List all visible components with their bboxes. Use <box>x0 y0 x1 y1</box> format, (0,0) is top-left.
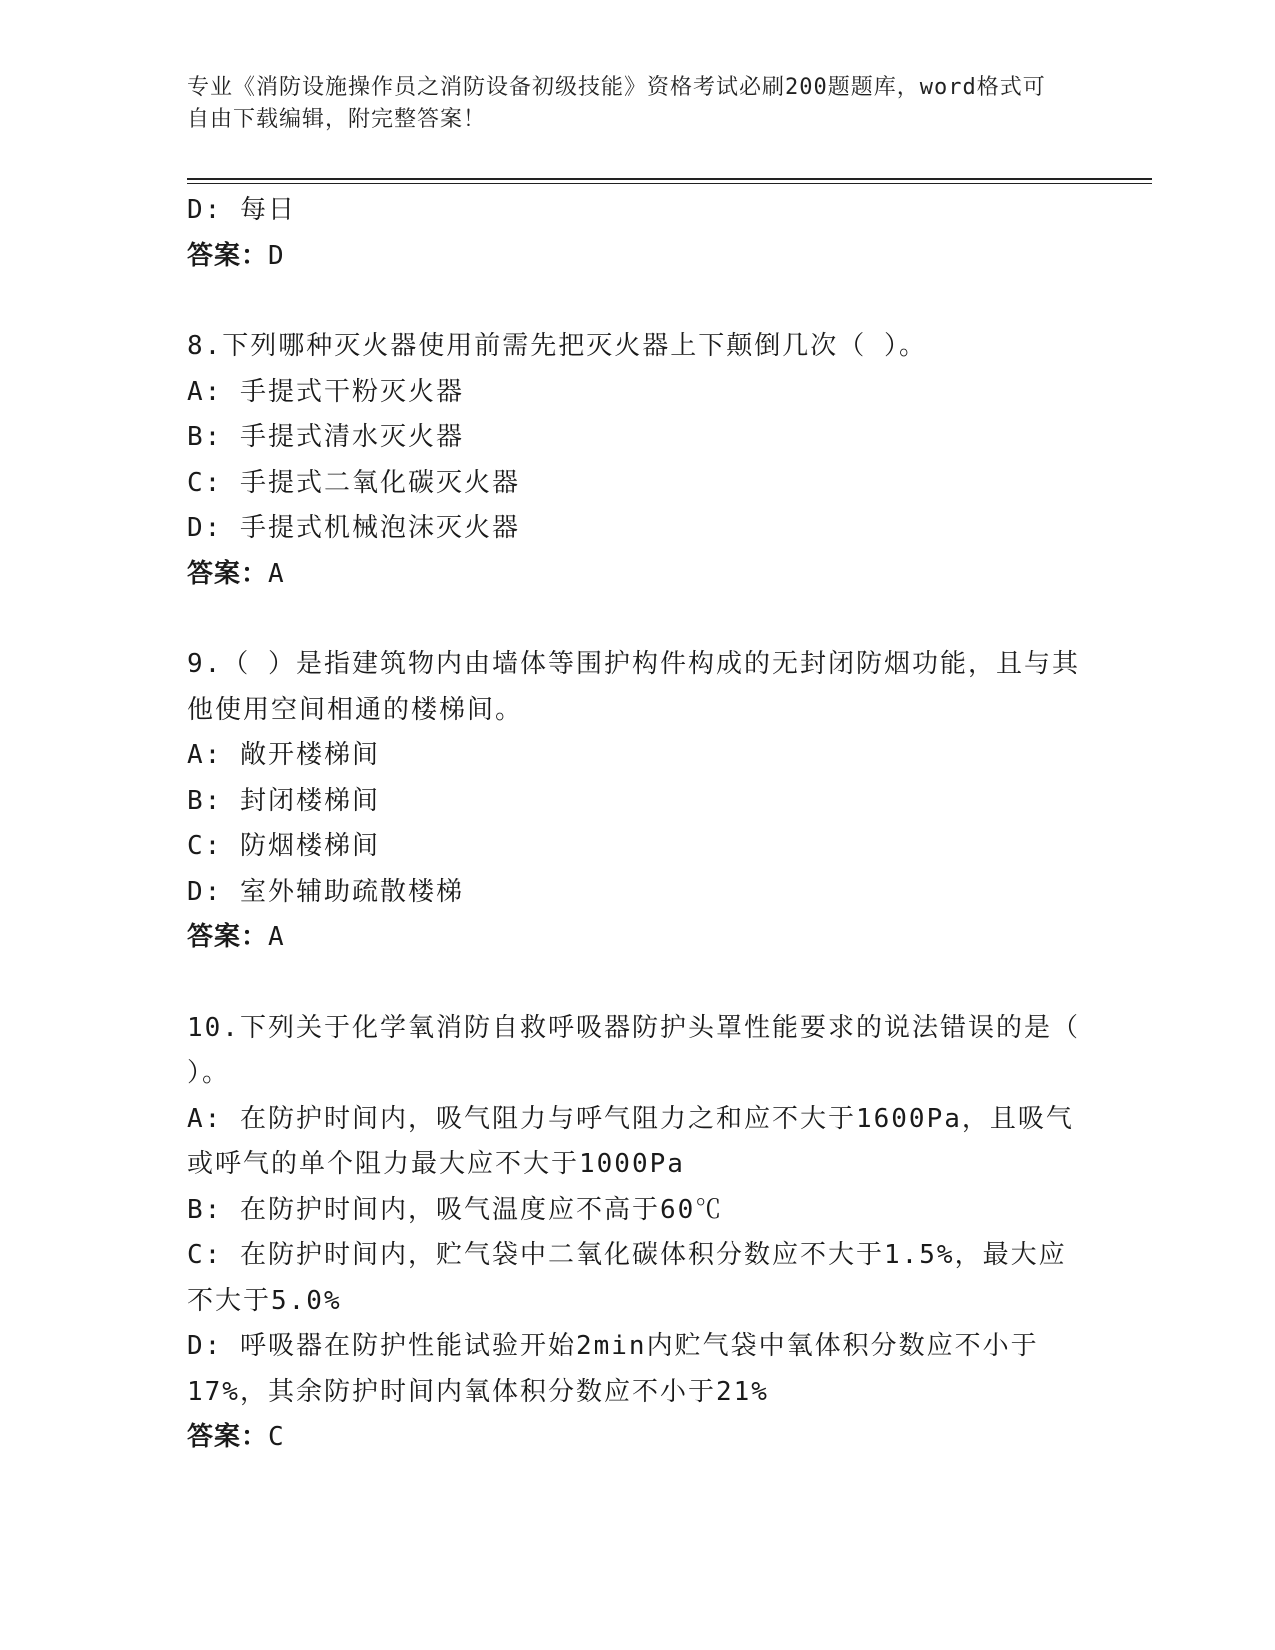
option-b: B: 手提式清水灭火器 <box>187 422 464 452</box>
option-b: B: 封闭楼梯间 <box>187 785 380 816</box>
header-rule-thin <box>187 183 1152 184</box>
header-rule-thick <box>187 178 1152 180</box>
answer-value: A <box>268 558 285 589</box>
answer-value: C <box>268 1422 285 1452</box>
option-d: D: 手提式机械泡沫灭火器 <box>187 513 520 543</box>
answer-label: 答案： <box>187 922 269 952</box>
answer-label: 答案： <box>187 558 269 589</box>
answer-value: D <box>268 240 285 271</box>
document-header: 专业《消防设施操作员之消防设备初级技能》资格考试必刷200题题库，word格式可自由下载编辑，附完整答案！ <box>187 75 1046 132</box>
option-d: D: 室外辅助疏散楼梯 <box>187 876 464 907</box>
question-answer <box>187 1415 1087 1461</box>
option-a: A: 手提式干粉灭火器 <box>187 376 464 407</box>
option-c: C: 防烟楼梯间 <box>187 831 380 861</box>
fragment-option-d: D: 每日 <box>187 195 296 225</box>
question-stem: 10.下列关于化学氧消防自救呼吸器防护头罩性能要求的说法错误的是（ ）。 <box>187 1012 1080 1088</box>
option-d: D: 呼吸器在防护性能试验开始2min内贮气袋中氧体积分数应不小于17%，其余防护时间内氧体积分数应不小于21% <box>187 1331 1039 1407</box>
answer-label: 答案： <box>187 240 269 271</box>
option-c: C: 手提式二氧化碳灭火器 <box>187 467 520 498</box>
option-b: B: 在防护时间内，吸气温度应不高于60℃ <box>187 1194 724 1225</box>
option-a: A: 在防护时间内，吸气阻力与呼气阻力之和应不大于1600Pa，且吸气或呼气的单个阻力最大应不大于1000Pa <box>187 1103 1074 1179</box>
question-stem: 9.（ ）是指建筑物内由墙体等围护构件构成的无封闭防烟功能，且与其他使用空间相通的楼梯间。 <box>187 649 1080 725</box>
fragment-answer <box>187 234 1087 280</box>
answer-value: A <box>268 922 285 952</box>
option-c: C: 在防护时间内，贮气袋中二氧化碳体积分数应不大于1.5%，最大应不大于5.0% <box>187 1240 1067 1316</box>
question-stem: 8.下列哪种灭火器使用前需先把灭火器上下颠倒几次（ ）。 <box>187 331 927 361</box>
question-answer <box>187 552 1087 598</box>
question-answer <box>187 915 1087 961</box>
option-a: A: 敞开楼梯间 <box>187 740 380 770</box>
question-list <box>187 188 1087 1461</box>
answer-label: 答案： <box>187 1422 269 1452</box>
